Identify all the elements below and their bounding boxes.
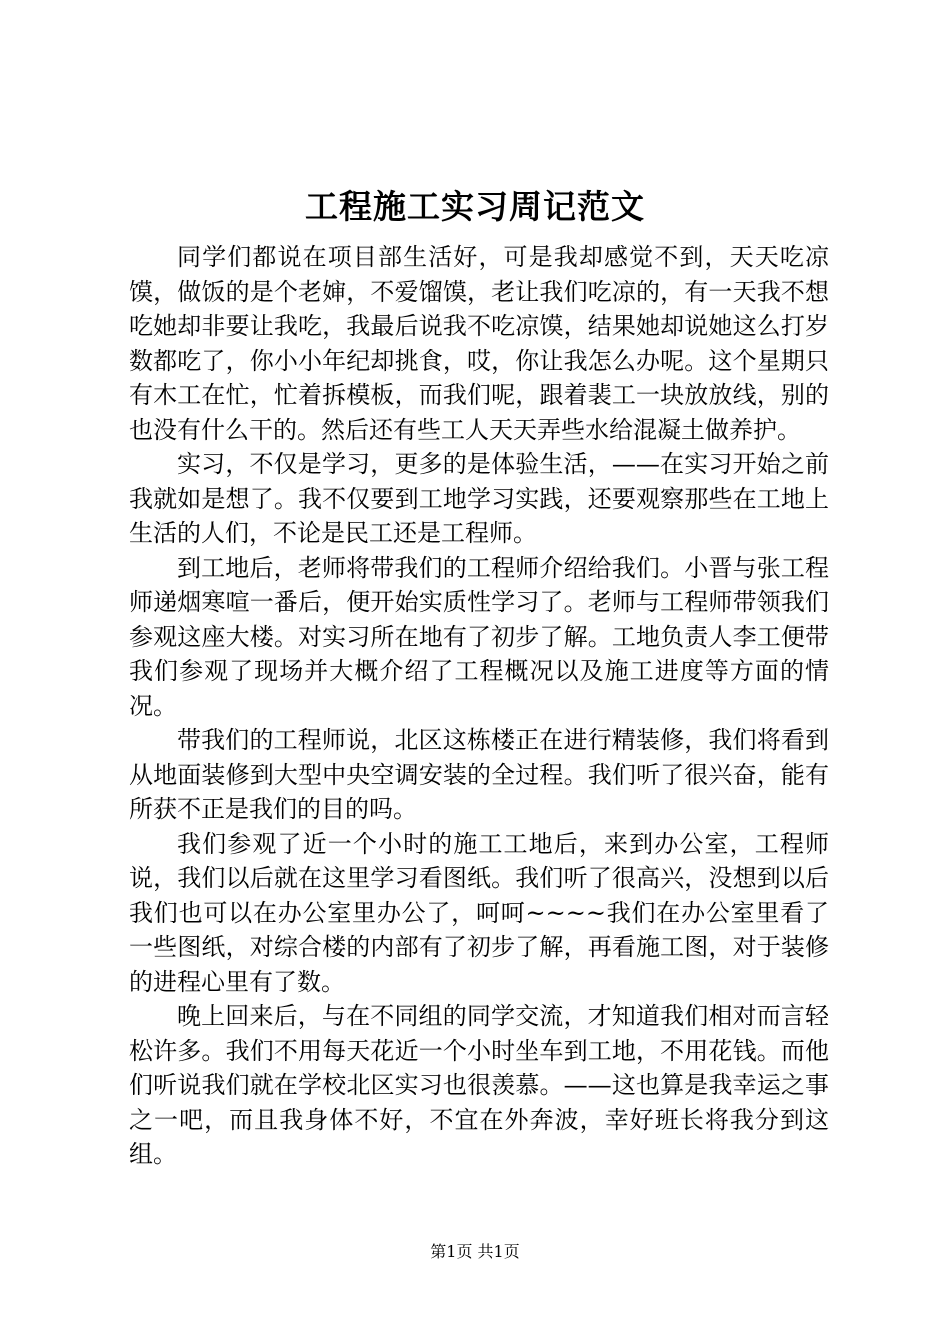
paragraph-6: 晚上回来后，与在不同组的同学交流，才知道我们相对而言轻松许多。我们不用每天花近一个小时坐车到工地，不用花钱。而他们听说我们就在学校北区实习也很羡慕。——这也算是我幸运之事之一吧，而且我身体不好，不宜在外奔波，幸好班长将我分到这组。 <box>129 1002 829 1168</box>
paragraph-4: 带我们的工程师说，北区这栋楼正在进行精装修，我们将看到从地面装修到大型中央空调安装的全过程。我们听了很兴奋，能有所获不正是我们的目的吗。 <box>129 726 829 823</box>
paragraph-2: 实习，不仅是学习，更多的是体验生活，——在实习开始之前我就如是想了。我不仅要到工地学习实践，还要观察那些在工地上生活的人们，不论是民工还是工程师。 <box>129 450 829 547</box>
paragraph-3: 到工地后，老师将带我们的工程师介绍给我们。小晋与张工程师递烟寒喧一番后，便开始实质性学习了。老师与工程师带领我们参观这座大楼。对实习所在地有了初步了解。工地负责人李工便带我们参观了现场并大概介绍了工程概况以及施工进度等方面的情况。 <box>129 553 829 720</box>
paragraph-5: 我们参观了近一个小时的施工工地后，来到办公室，工程师说，我们以后就在这里学习看图纸。我们听了很高兴，没想到以后我们也可以在办公室里办公了，呵呵~~~~我们在办公室里看了一些图纸，对综合楼的内部有了初步了解，再看施工图，对于装修的进程心里有了数。 <box>129 829 829 996</box>
page-footer: 第1页 共1页 <box>430 1242 520 1261</box>
document-body <box>129 240 829 1172</box>
document-title: 工程施工实习周记范文 <box>305 187 645 226</box>
paragraph-1: 同学们都说在项目部生活好，可是我却感觉不到，天天吃凉馍，做饭的是个老婶，不爱馏馍，老让我们吃凉的，有一天我不想吃她却非要让我吃，我最后说我不吃凉馍，结果她却说她这么打岁数都吃了，你小小年纪却挑食，哎，你让我怎么办呢。这个星期只有木工在忙，忙着拆模板，而我们呢，跟着裴工一块放放线，别的也没有什么干的。然后还有些工人天天弄些水给混凝土做养护。 <box>129 243 829 444</box>
